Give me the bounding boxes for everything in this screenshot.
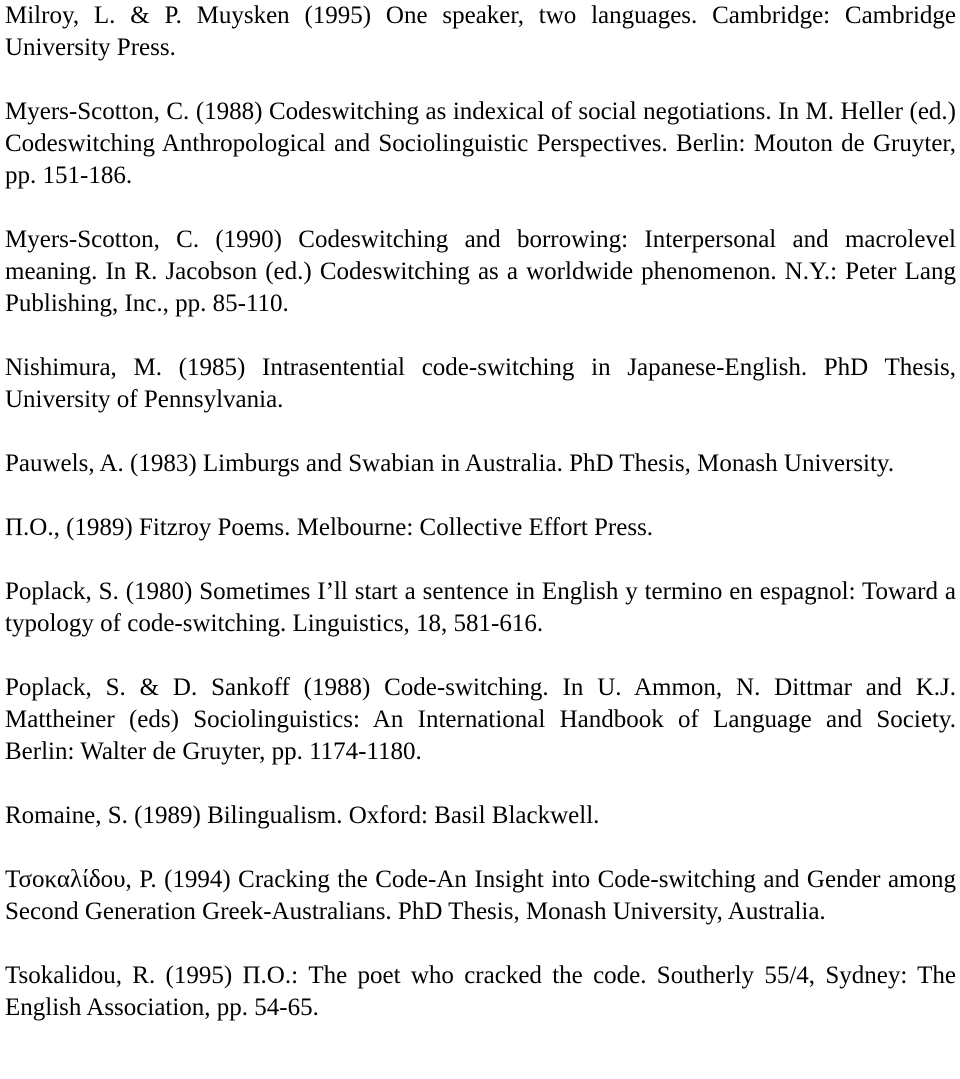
reference-entry-poplack-1980: Poplack, S. (1980) Sometimes I’ll start a sentence in English y termino en espagnol: Toward a typology of code-switching. Linguistics, 18, 581-616. bbox=[5, 578, 956, 637]
reference-entry-poplack-sankoff-1988: Poplack, S. & D. Sankoff (1988) Code-switching. In U. Ammon, N. Dittmar and K.J. Mattheiner (eds) Sociolinguistics: An International Handbook of Language and Society. Berlin: Walter de Gruyter, pp. 1174-1180. bbox=[5, 674, 956, 765]
reference-entry-myers-scotton-1990: Myers-Scotton, C. (1990) Codeswitching and borrowing: Interpersonal and macrolevel meaning. In R. Jacobson (ed.) Codeswitching as a worldwide phenomenon. N.Y.: Peter Lang Publishing, Inc., pp. 85-110. bbox=[5, 226, 956, 317]
reference-entry-nishimura-1985: Nishimura, M. (1985) Intrasentential code-switching in Japanese-English. PhD Thesis, University of Pennsylvania. bbox=[5, 354, 956, 413]
reference-list bbox=[5, 0, 956, 1024]
reference-entry-tsokalidou-1995: Tsokalidou, R. (1995) Π.Ο.: The poet who cracked the code. Southerly 55/4, Sydney: The English Association, pp. 54-65. bbox=[5, 962, 956, 1021]
reference-entry-pauwels-1983: Pauwels, A. (1983) Limburgs and Swabian in Australia. PhD Thesis, Monash University. bbox=[5, 450, 895, 477]
reference-entry-milroy-1995: Milroy, L. & P. Muysken (1995) One speaker, two languages. Cambridge: Cambridge University Press. bbox=[5, 2, 956, 61]
reference-entry-tsokalidou-greek-1994: Τσοκαλίδου, Ρ. (1994) Cracking the Code-An Insight into Code-switching and Gender among Second Generation Greek-Australians. PhD Thesis, Monash University, Australia. bbox=[5, 866, 956, 925]
reference-entry-myers-scotton-1988: Myers-Scotton, C. (1988) Codeswitching as indexical of social negotiations. In M. Heller (ed.) Codeswitching Anthropological and Sociolinguistic Perspectives. Berlin: Mouton de Gruyter, pp. 151-186. bbox=[5, 98, 956, 189]
reference-entry-romaine-1989: Romaine, S. (1989) Bilingualism. Oxford: Basil Blackwell. bbox=[5, 802, 600, 829]
reference-entry-po-1989: Π.Ο., (1989) Fitzroy Poems. Melbourne: Collective Effort Press. bbox=[5, 514, 654, 541]
